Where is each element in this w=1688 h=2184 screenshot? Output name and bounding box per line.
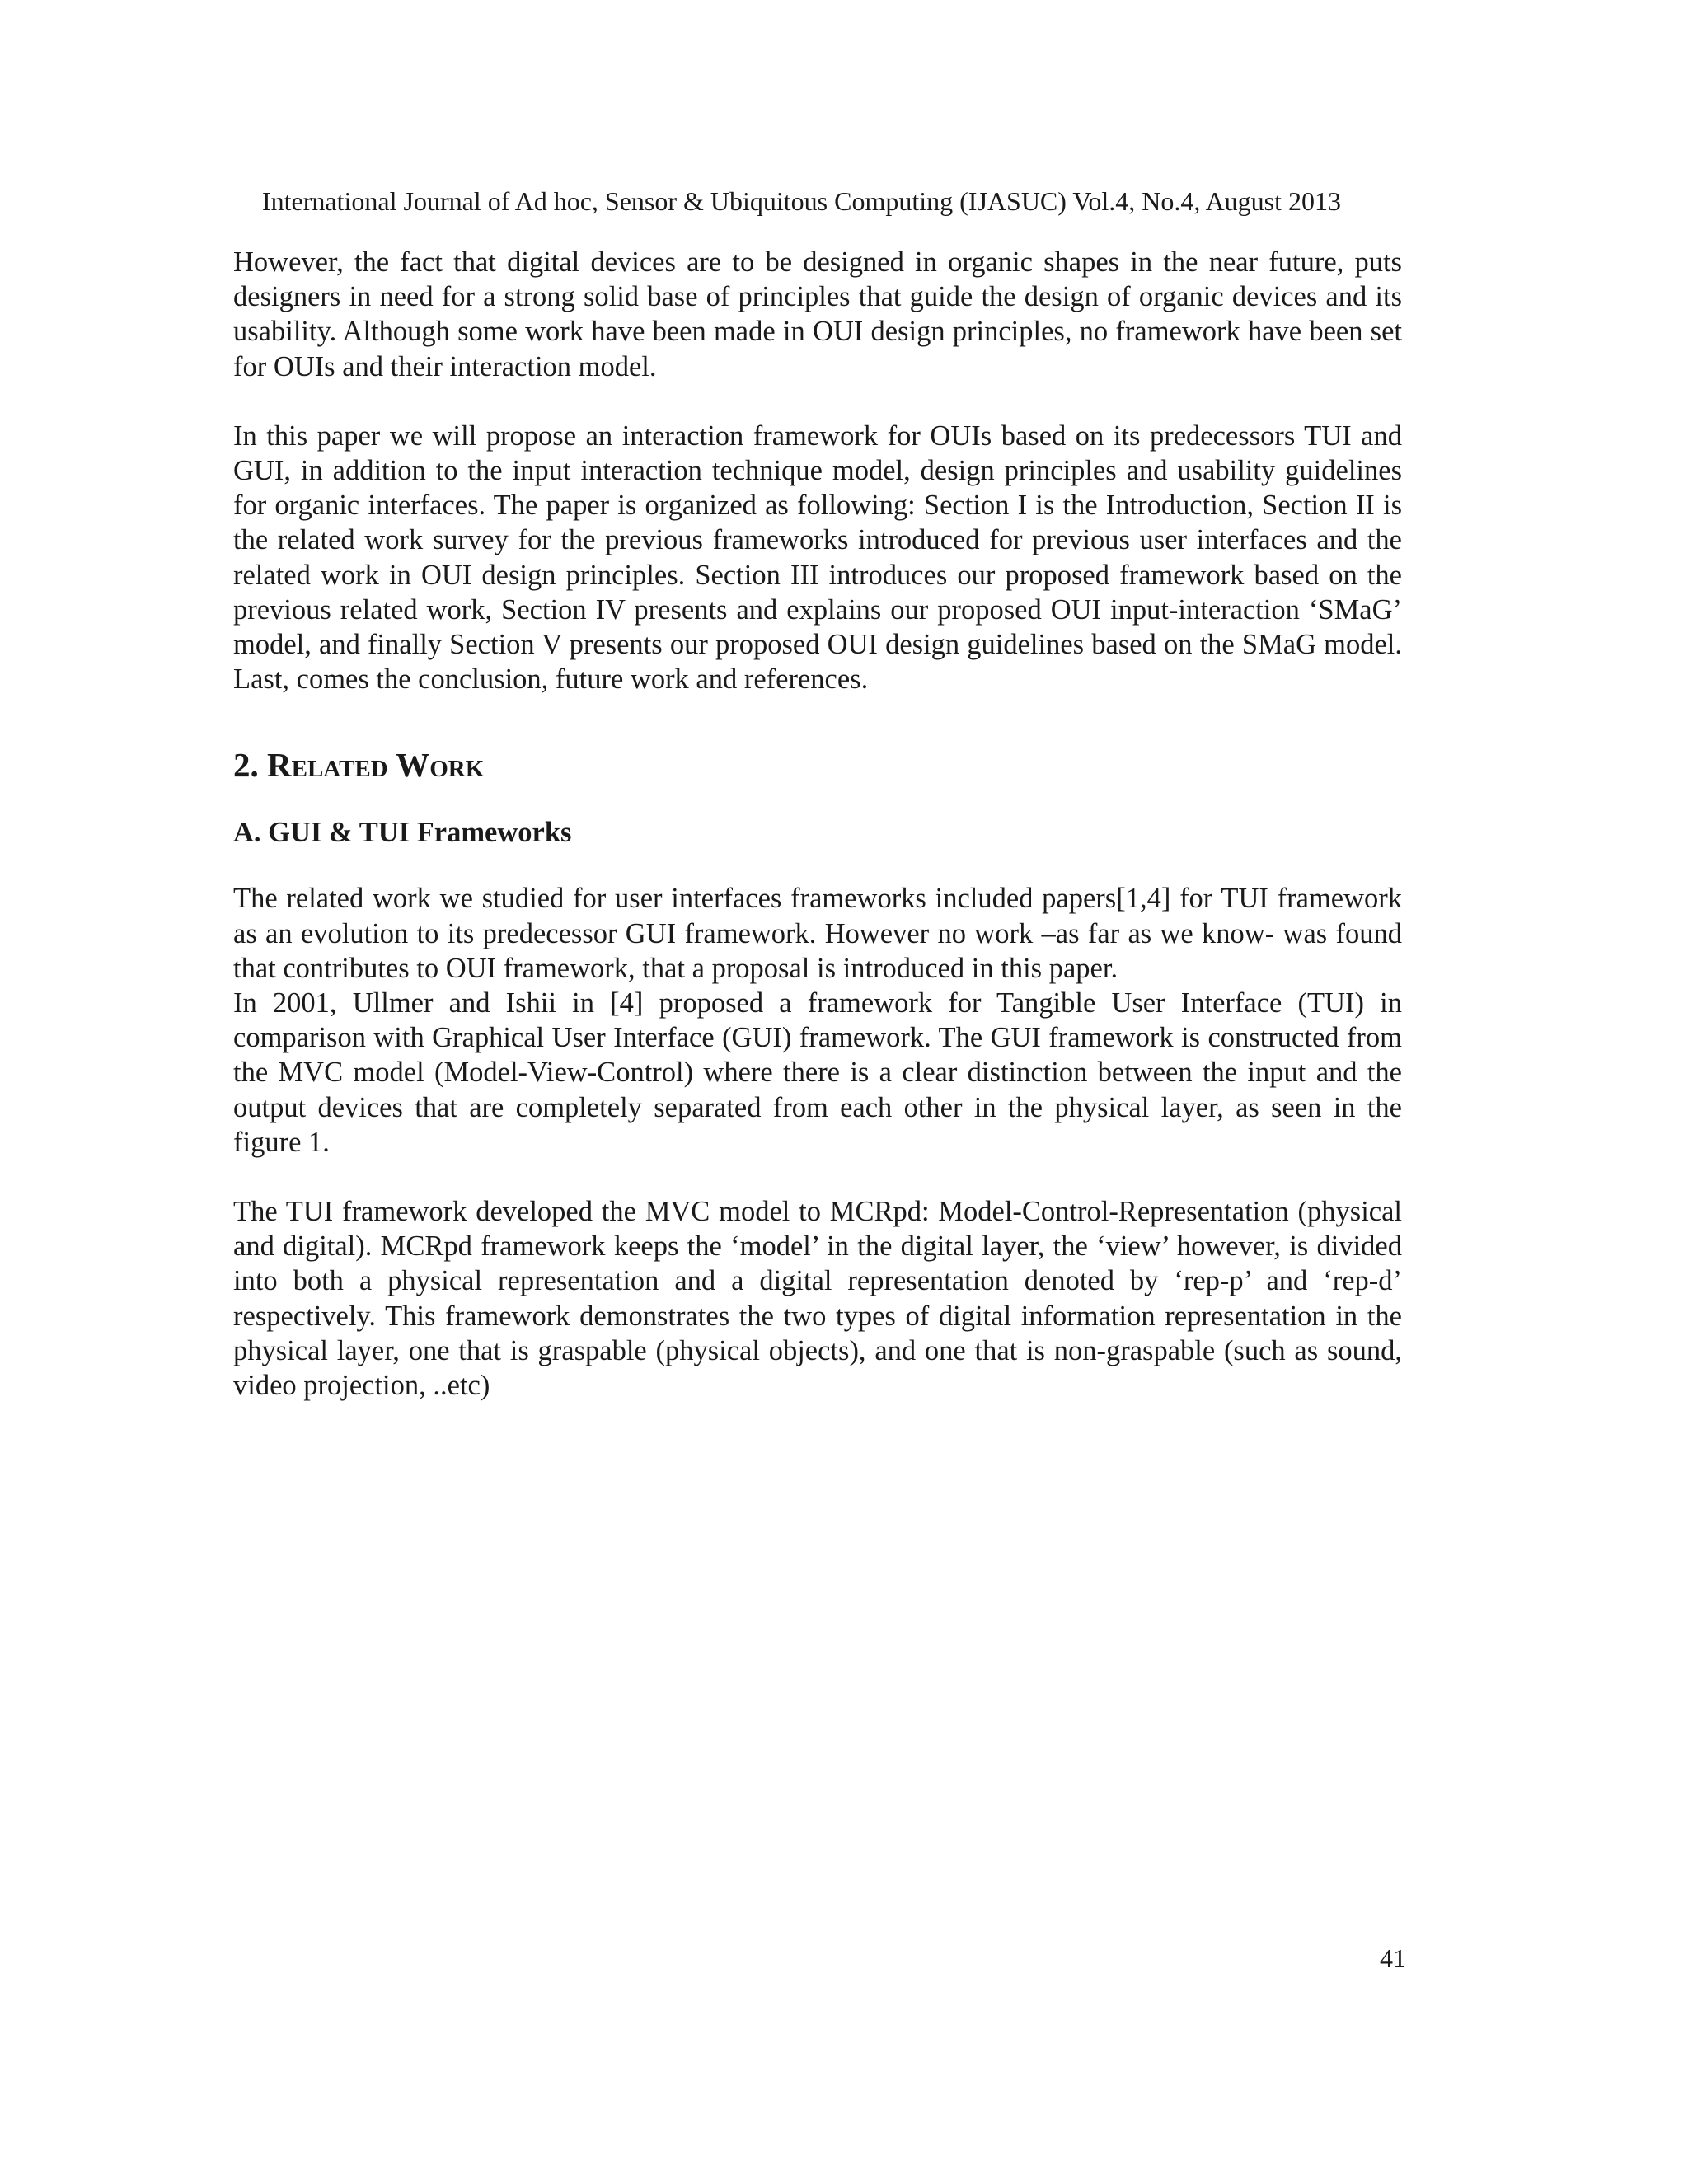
- body-paragraph-1: However, the fact that digital devices are to be designed in organic shapes in the near future, puts designers in need for a strong solid base of principles that guide the design of organic devices and its usability. Although some work have been made in OUI design principles, no framework have been set for OUIs and their interaction model.: [233, 246, 1402, 382]
- section-title: Related Work: [267, 746, 485, 785]
- section-number: 2.: [233, 746, 267, 785]
- running-header: International Journal of Ad hoc, Sensor & Ubiquitous Computing (IJASUC) Vol.4, No.4, August 2013: [262, 186, 1342, 216]
- subsection-heading: A. GUI & TUI Frameworks: [233, 817, 572, 849]
- body-paragraph-4: In 2001, Ullmer and Ishii in [4] proposed a framework for Tangible User Interface (TUI) in comparison with Graphical User Interface (GUI) framework. The GUI framework is constructed from the MVC model (Model-View-Control) where there is a clear distinction between the input and the output devices that are completely separated from each other in the physical layer, as seen in the figure 1.: [233, 987, 1402, 1158]
- body-paragraph-3: The related work we studied for user interfaces frameworks included papers[1,4] for TUI framework as an evolution to its predecessor GUI framework. However no work –as far as we know- was found that contributes to OUI framework, that a proposal is introduced in this paper.: [233, 883, 1402, 984]
- body-paragraph-2: In this paper we will propose an interaction framework for OUIs based on its predecessors TUI and GUI, in addition to the input interaction technique model, design principles and usability guidelines for organic interfaces. The paper is organized as following: Section I is the Introduction, Section II is the related work survey for the previous frameworks introduced for previous user interfaces and the related work in OUI design principles. Section III introduces our proposed framework based on the previous related work, Section IV presents and explains our proposed OUI input-interaction ‘SMaG’ model, and finally Section V presents our proposed OUI design guidelines based on the SMaG model. Last, comes the conclusion, future work and references.: [233, 419, 1402, 696]
- article-body: [233, 245, 1402, 1403]
- section-heading: [233, 744, 1402, 785]
- body-paragraph-5: The TUI framework developed the MVC model to MCRpd: Model-Control-Representation (physical and digital). MCRpd framework keeps the ‘model’ in the digital layer, the ‘view’ however, is divided into both a physical representation and a digital representation denoted by ‘rep-p’ and ‘rep-d’ respectively. This framework demonstrates the two types of digital information representation in the physical layer, one that is graspable (physical objects), and one that is non-graspable (such as sound, video projection, ..etc): [233, 1196, 1402, 1402]
- page-number: 41: [1380, 1943, 1406, 1973]
